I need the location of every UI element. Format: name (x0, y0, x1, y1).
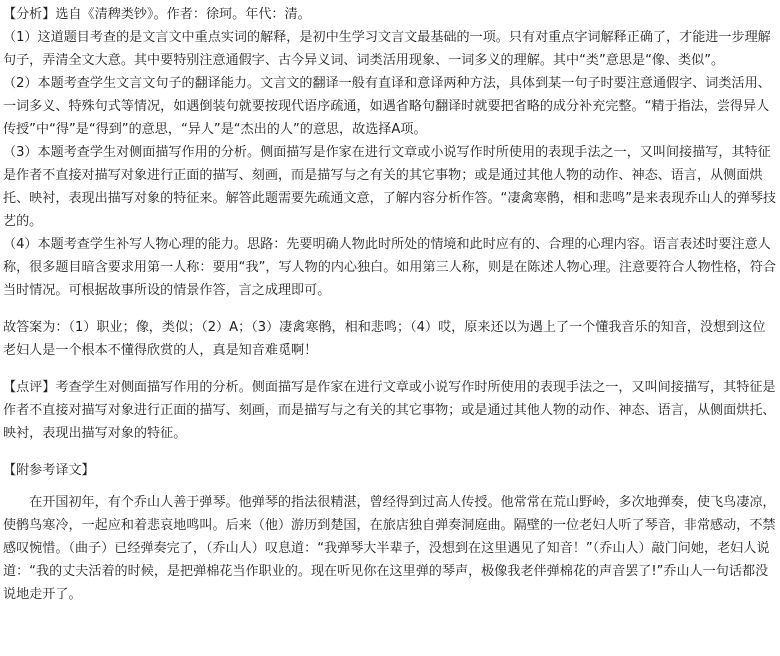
spacer (3, 362, 777, 376)
analysis-q1: （1）这道题目考查的是文言文中重点实词的解释，是初中生学习文言文最基础的一项。只有对重点字词解释正确了，才能进一步理解句子，弄清全文大意。其中要特别注意通假字、古今异义词、词类活用现象、一词多义的理解。其中“类”意思是“像、类似”。 (3, 30, 771, 68)
translation-body: 在开国初年，有个乔山人善于弹琴。他弹琴的指法很精湛，曾经得到过高人传授。他常常在荒山野岭，多次地弹奏，使飞鸟凄凉，使鹘鸟寒冷，一起应和着悲哀地鸣叫。后来（他）游历到楚国，在旅店独自弹奏洞庭曲。隔壁的一位老妇人听了琴音，非常感动，不禁感叹惋惜。（曲子）已经弹奏完了，（乔山人）叹息道：“我弹琴大半辈子，没想到在这里遇见了知音！”（乔山人）敲门问她，老妇人说道：“我的丈夫活着的时候，是把弹棉花当作职业的。现在听见你在这里弹的琴声，极像我老伴弹棉花的声音罢了!”乔山人一句话都没说地走开了。 (3, 495, 776, 602)
analysis-q3: （3）本题考查学生对侧面描写作用的分析。侧面描写是作家在进行文章或小说写作时所使用的表现手法之一，又叫间接描写，其特征是作者不直接对描写对象进行正面的描写、刻画，而是描写与之有关的其它事物；或是通过其他人物的动作、神态、语言，从侧面烘托、映衬，表现出描写对象的特征来。解答此题需要先疏通文意，了解内容分析作答。“凄禽寒鹘，相和悲鸣”是来表现乔山人的弹琴技艺的。 (3, 145, 777, 229)
document-page (3, 3, 777, 606)
analysis-q2: （2）本题考查学生文言文句子的翻译能力。文言文的翻译一般有直译和意译两种方法，具体到某一句子时要注意通假字、词类活用、一词多义、特殊句式等情况，如遇倒装句就要按现代语序疏通，如遇省略句翻译时就要把省略的成分补充完整。“精于指法，尝得异人传授”中“得”是“得到”的意思，“异人”是“杰出的人”的意思，故选择A项。 (3, 76, 771, 137)
spacer (3, 445, 777, 459)
spacer (3, 482, 777, 491)
answer-paragraph: 故答案为：（1）职业；像，类似；（2）A；（3）凄禽寒鹘，相和悲鸣；（4）哎，原来还以为遇上了一个懂我音乐的知音，没想到这位老妇人是一个根本不懂得欣赏的人，真是知音难觅啊！ (3, 320, 766, 358)
spacer (3, 302, 777, 316)
analysis-q4: （4）本题考查学生补写人物心理的能力。思路：先要明确人物此时所处的情境和此时应有的、合理的心理内容。语言表述时要注意人称，很多题目暗含要求用第一人称：要用“我”，写人物的内心独白。如用第三人称，则是在陈述人物心理。注意要符合人物性格，符合当时情况。可根据故事所设的情景作答，言之成理即可。 (3, 237, 777, 298)
translation-heading: 【附参考译文】 (3, 463, 95, 478)
analysis-title-line: 【分析】选自《清稗类钞》。作者：徐珂。年代：清。 (3, 7, 311, 22)
comment-paragraph: 【点评】考查学生对侧面描写作用的分析。侧面描写是作家在进行文章或小说写作时所使用的表现手法之一，又叫间接描写，其特征是作者不直接对描写对象进行正面的描写、刻画，而是描写与之有关的其它事物；或是通过其他人物的动作、神态、语言，从侧面烘托、映衬，表现出描写对象的特征。 (3, 380, 776, 441)
